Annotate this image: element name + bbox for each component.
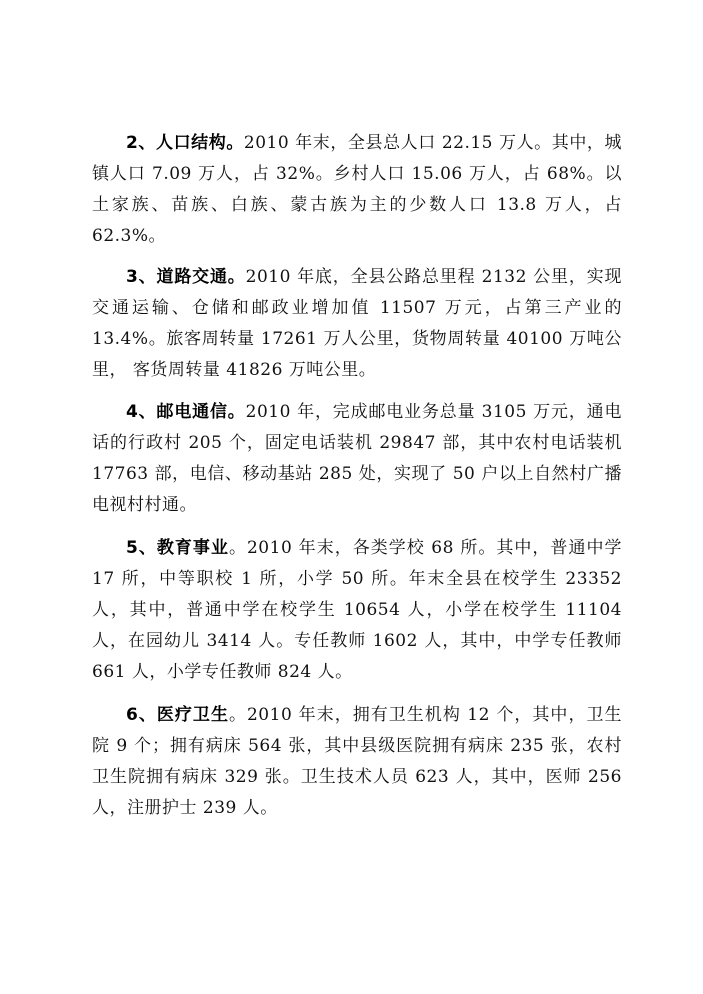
section-body-traffic: 2010 年底，全县公路总里程 2132 公里，实现交通运输、仓储和邮政业增加值 11507 万元，占第三产业的 13.4%。旅客周转量 17261 万人公里，货物周转量 40100 万吨公里， 客货周转量 41826 万吨公里。 bbox=[92, 267, 622, 380]
section-body-population: 2010 年末，全县总人口 22.15 万人。其中，城镇人口 7.09 万人，占 32%。乡村人口 15.06 万人，占 68%。以土家族、苗族、白族、蒙古族为主的少数人口 13.8 万人，占 62.3%。 bbox=[92, 133, 622, 246]
paragraph-education bbox=[92, 533, 622, 688]
section-heading-population: 2、人口结构。 bbox=[126, 133, 244, 153]
paragraph-post-telecom bbox=[92, 397, 622, 521]
paragraph-healthcare bbox=[92, 700, 622, 824]
section-heading-traffic: 3、道路交通。 bbox=[126, 267, 246, 287]
section-heading-education: 5、教育事业 bbox=[126, 538, 229, 558]
paragraph-road-traffic bbox=[92, 262, 622, 386]
section-body-education: 。2010 年末，各类学校 68 所。其中，普通中学 17 所，中等职校 1 所，小学 50 所。年末全县在校学生 23352 人，其中，普通中学在校学生 10654 人，小学在校学生 11104 人，在园幼儿 3414 人。专任教师 1602 人，其中，中学专任教师 661 人，小学专任教师 824 人。 bbox=[92, 538, 622, 682]
section-body-healthcare: 。2010 年末，拥有卫生机构 12 个，其中，卫生院 9 个；拥有病床 564 张，其中县级医院拥有病床 235 张，农村卫生院拥有病床 329 张。卫生技术人员 623 人，其中，医师 256 人，注册护士 239 人。 bbox=[92, 705, 622, 818]
section-body-telecom: 2010 年，完成邮电业务总量 3105 万元，通电话的行政村 205 个，固定电话装机 29847 部，其中农村电话装机 17763 部，电信、移动基站 285 处，实现了 50 户以上自然村广播电视村村通。 bbox=[92, 402, 622, 515]
section-heading-healthcare: 6、医疗卫生 bbox=[126, 705, 229, 725]
section-heading-telecom: 4、邮电通信。 bbox=[126, 402, 246, 422]
paragraph-population-structure bbox=[92, 128, 622, 252]
